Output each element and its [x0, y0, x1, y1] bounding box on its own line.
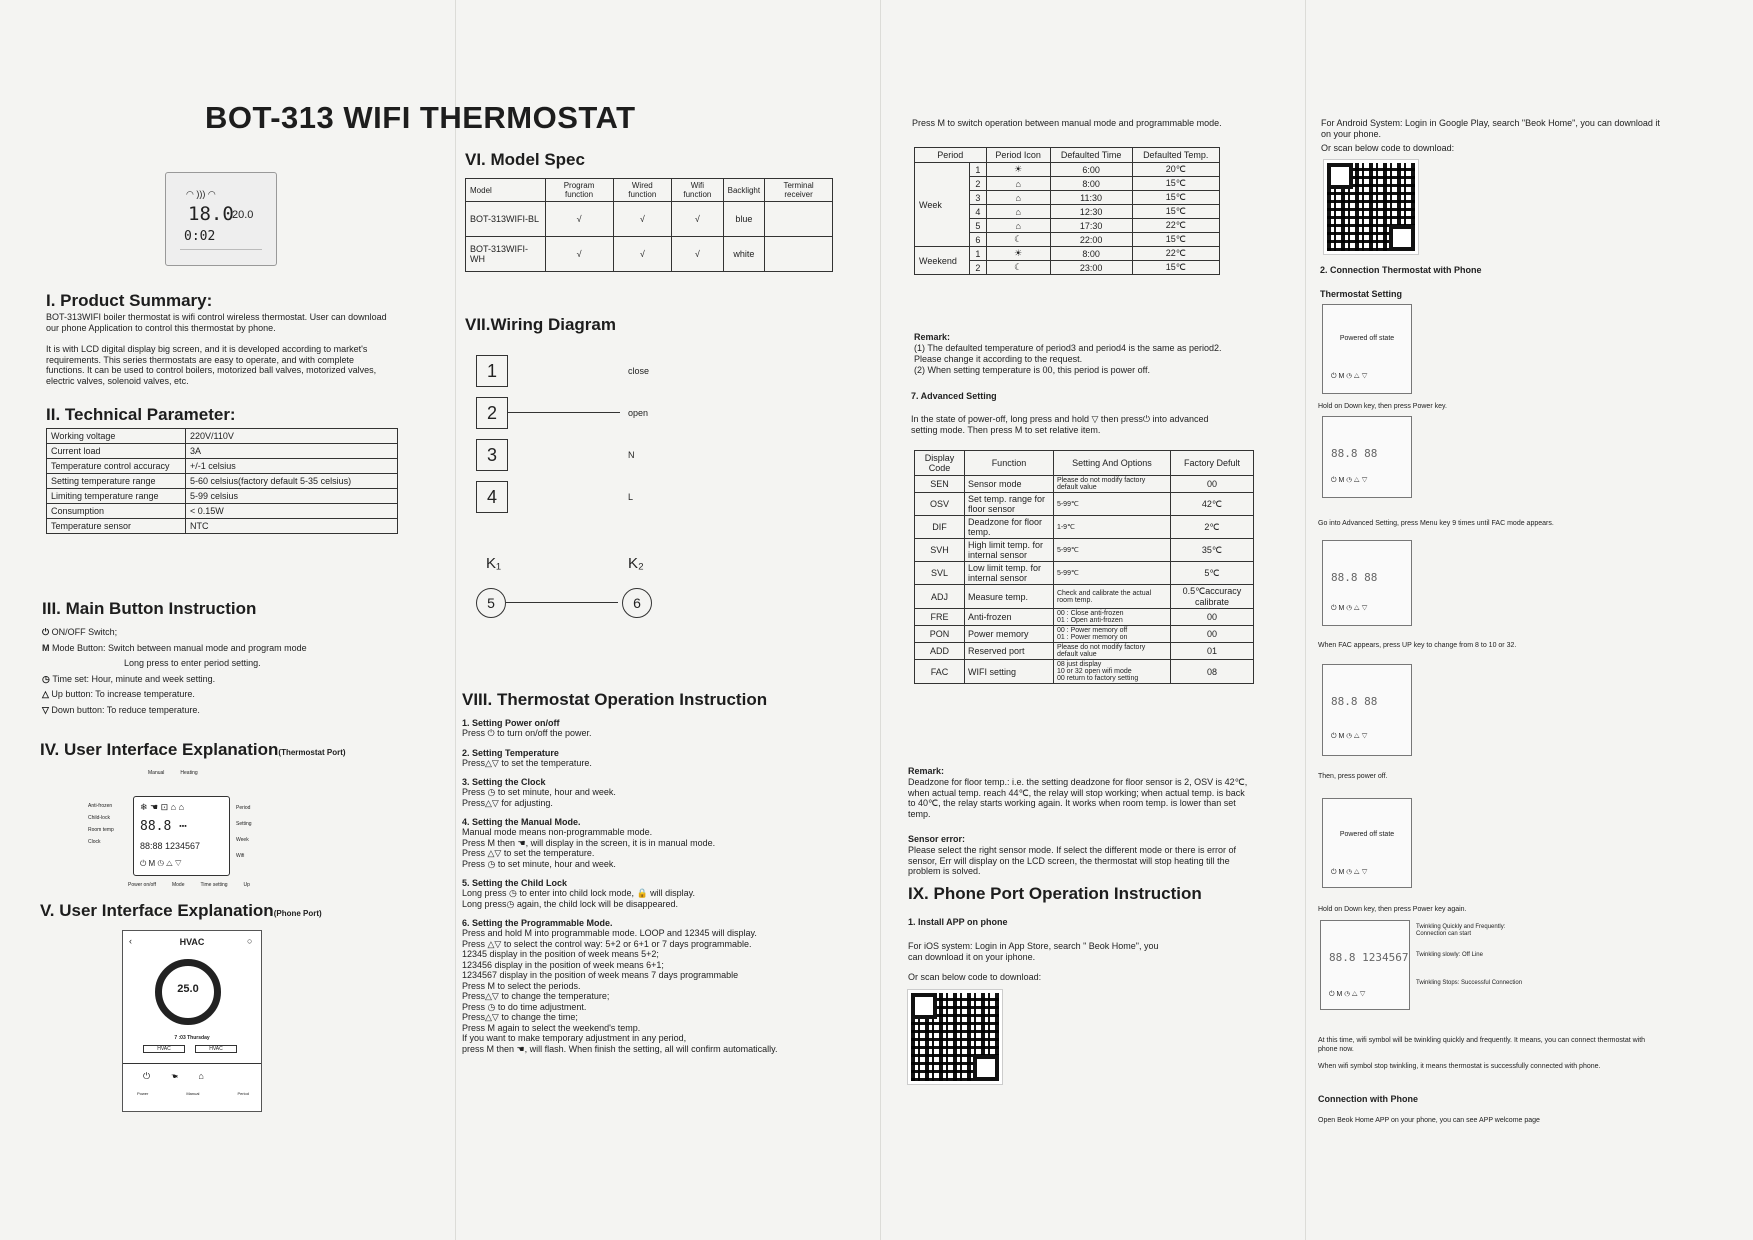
- adv-header: Setting And Options: [1053, 451, 1170, 476]
- operation-step-text: Press ⏻ to turn on/off the power.: [462, 728, 592, 738]
- period-time: 11:30: [1050, 191, 1132, 205]
- diagram-label: Child-lock: [88, 815, 110, 821]
- adv-cell: 5-99℃: [1053, 539, 1170, 562]
- period-header: Defaulted Temp.: [1132, 148, 1220, 163]
- period-number: 4: [970, 205, 986, 219]
- tech-cell: Current load: [47, 444, 186, 459]
- tech-param-heading: II. Technical Parameter:: [46, 405, 236, 424]
- remark-1: (1) The defaulted temperature of period3 and period4 is the same as period2. Please change it according to the request.: [914, 343, 1222, 364]
- adv-cell: Deadzone for floor temp.: [964, 516, 1053, 539]
- period-time: 23:00: [1050, 261, 1132, 275]
- adv-row: [915, 585, 1254, 609]
- app-button-label: Power: [137, 1091, 149, 1096]
- period-row: [915, 163, 1220, 177]
- adv-cell: Please do not modify factory default value: [1053, 476, 1170, 493]
- powered-off-label-2: Powered off state: [1339, 831, 1395, 838]
- spec-cell: √: [613, 202, 672, 237]
- spec-header: Model: [466, 179, 546, 202]
- thermostat-temp-segments: 88.8 ⋯: [140, 819, 187, 834]
- connection-phone-title: Connection with Phone: [1318, 1094, 1418, 1104]
- button-instruction: [42, 689, 402, 700]
- period-header: Period: [915, 148, 987, 163]
- operation-step-text: Press ◷ to set minute, hour and week. Press△▽ for adjusting.: [462, 787, 616, 808]
- period-temp: 15℃: [1132, 205, 1220, 219]
- connection-phone-text: Open Beok Home APP on your phone, you can see APP welcome page: [1318, 1117, 1540, 1124]
- wiring-diagram: [476, 355, 716, 625]
- model-spec-heading: VI. Model Spec: [465, 150, 585, 169]
- k1-label: K₁: [486, 555, 502, 572]
- adv-header: Display Code: [915, 451, 965, 476]
- manual-intro: Press M to switch operation between manual mode and programmable mode.: [912, 118, 1222, 128]
- diagram-label: Setting: [236, 821, 252, 827]
- operation-step-title: 4. Setting the Manual Mode.: [462, 817, 581, 827]
- remark2-title: Remark:: [908, 766, 945, 776]
- spec-cell: √: [672, 202, 724, 237]
- adv-cell: 00: [1170, 609, 1253, 626]
- adv-cell: SVH: [915, 539, 965, 562]
- adv-cell: 5-99℃: [1053, 562, 1170, 585]
- spec-cell: √: [545, 202, 613, 237]
- step2-text: Go into Advanced Setting, press Menu key 9 times until FAC mode appears.: [1318, 520, 1554, 527]
- thermostat-setting-title: Thermostat Setting: [1320, 289, 1403, 299]
- qr-code-android: [1324, 160, 1418, 254]
- operation-step-text: Manual mode means non-programmable mode. Press M then ☚, will display in the screen, it is in manual mode. Press △▽ to set the temperature. Press ◷ to set minute, hour and week.: [462, 827, 716, 869]
- operation-step-title: 1. Setting Power on/off: [462, 718, 560, 728]
- tech-row: [47, 504, 398, 519]
- heating-icon: ❄ ☚ ⊡ ⌂ ⌂: [140, 802, 185, 812]
- spec-row: [466, 202, 833, 237]
- period-time: 17:30: [1050, 219, 1132, 233]
- app-date: 7 :03 Thursday: [174, 1035, 210, 1041]
- app-mode2: HVAC: [195, 1045, 237, 1053]
- adv-cell: SVL: [915, 562, 965, 585]
- step-image-5: [1322, 798, 1412, 888]
- adv-row: [915, 643, 1254, 660]
- button-instruction-text: Down button: To reduce temperature.: [51, 704, 200, 715]
- adv-cell: FAC: [915, 660, 965, 684]
- step3-lcd: 88.8 88: [1331, 571, 1378, 584]
- scan-text-ios: Or scan below code to download:: [908, 972, 1042, 982]
- remark-title: Remark:: [914, 332, 951, 342]
- column-4: [1318, 0, 1663, 1124]
- tech-row: [47, 519, 398, 534]
- sensor-error-text: Please select the right sensor mode. If select the different mode or there is error of sensor, Err will display on the LCD screen, the thermostat will stop heating till the problem is solved.: [908, 845, 1236, 876]
- period-temp: 15℃: [1132, 191, 1220, 205]
- spec-cell: white: [723, 237, 764, 272]
- advanced-table: [914, 450, 1254, 684]
- thermostat-week-digits: 88:88 1234567: [140, 841, 201, 851]
- period-temp: 22℃: [1132, 219, 1220, 233]
- spec-row: [466, 237, 833, 272]
- operation-step-title: 6. Setting the Programmable Mode.: [462, 918, 613, 928]
- period-time: 6:00: [1050, 163, 1132, 177]
- adv-cell: 00 : Power memory off 01 : Power memory on: [1053, 626, 1170, 643]
- period-temp: 15℃: [1132, 261, 1220, 275]
- lcd-set-temp: 20.0: [232, 209, 254, 221]
- terminal-2: 2: [476, 397, 508, 429]
- labels-left: [88, 800, 114, 848]
- period-number: 5: [970, 219, 986, 233]
- step4-text: Then, press power off.: [1318, 773, 1388, 780]
- diagram-label: Mode: [171, 882, 185, 888]
- period-number: 1: [970, 247, 986, 261]
- ios-text: For iOS system: Login in App Store, search " Beok Home", you can download it on your iphone.: [908, 941, 1159, 962]
- app-title: HVAC: [179, 937, 205, 947]
- diagram-label: Period: [236, 805, 251, 811]
- adv-cell: High limit temp. for internal sensor: [964, 539, 1053, 562]
- button-instruction: [42, 705, 402, 716]
- period-number: 6: [970, 233, 986, 247]
- button-icon: △: [42, 689, 52, 699]
- step-image-1: [1322, 304, 1412, 394]
- tech-cell: < 0.15W: [186, 504, 398, 519]
- adv-cell: ADD: [915, 643, 965, 660]
- adv-cell: 01: [1170, 643, 1253, 660]
- spec-cell: √: [545, 237, 613, 272]
- phone-app-screenshot: [122, 930, 262, 1112]
- period-icon: ☀: [986, 247, 1050, 261]
- adv-cell: SEN: [915, 476, 965, 493]
- device-image: [165, 172, 277, 266]
- adv-cell: Power memory: [964, 626, 1053, 643]
- step1-text: Hold on Down key, then press Power key.: [1318, 403, 1447, 410]
- button-icon: ⏻: [42, 627, 52, 637]
- step-image-6: [1320, 920, 1410, 1010]
- tech-cell: Consumption: [47, 504, 186, 519]
- adv-row: [915, 516, 1254, 539]
- lcd-time: 0:02: [184, 229, 216, 244]
- period-icon: ⌂: [986, 177, 1050, 191]
- period-icon: ☾: [986, 261, 1050, 275]
- terminal-label-3: N: [628, 450, 635, 460]
- terminal-label-1: close: [628, 366, 650, 376]
- period-number: 3: [970, 191, 986, 205]
- period-header: Defaulted Time: [1050, 148, 1132, 163]
- week-label: Week: [915, 163, 970, 247]
- app-button-label: Period: [237, 1091, 249, 1096]
- button-instruction-text: Up button: To increase temperature.: [51, 689, 195, 699]
- install-app-title: 1. Install APP on phone: [908, 917, 1008, 927]
- back-icon: ‹: [129, 936, 132, 946]
- diagram-label: Heating: [180, 770, 198, 776]
- adv-cell: WIFI setting: [964, 660, 1053, 684]
- spec-header: Backlight: [723, 179, 764, 202]
- button-instruction: [42, 674, 402, 685]
- terminal-label-2: open: [628, 408, 649, 418]
- tech-cell: Setting temperature range: [47, 474, 186, 489]
- spec-cell: √: [672, 237, 724, 272]
- remark-2: (2) When setting temperature is 00, this period is power off.: [914, 365, 1150, 375]
- step-image-2: [1322, 416, 1412, 498]
- k2-label: K₂: [628, 555, 644, 572]
- adv-cell: ADJ: [915, 585, 965, 609]
- step2-lcd: 88.8 88: [1331, 447, 1378, 460]
- button-instruction: [42, 627, 402, 638]
- terminal-3: 3: [476, 439, 508, 471]
- advanced-heading: 7. Advanced Setting: [911, 391, 997, 401]
- adv-cell: Please do not modify factory default value: [1053, 643, 1170, 660]
- terminal-1: 1: [476, 355, 508, 387]
- operation-step-title: 2. Setting Temperature: [462, 747, 559, 758]
- adv-cell: Anti-frozen: [964, 609, 1053, 626]
- weekend-label: Weekend: [915, 247, 970, 275]
- spec-cell: BOT-313WIFI-BL: [466, 202, 546, 237]
- blink-note-1: Twinkling Quickly and Frequently: Connection can start: [1416, 924, 1506, 937]
- adv-cell: 35℃: [1170, 539, 1253, 562]
- button-instruction-text: Long press to enter period setting.: [124, 658, 261, 668]
- spec-cell: blue: [723, 202, 764, 237]
- open-wire: [508, 412, 620, 413]
- adv-cell: OSV: [915, 493, 965, 516]
- period-time: 22:00: [1050, 233, 1132, 247]
- adv-cell: 5℃: [1170, 562, 1253, 585]
- step2-buttons: ⏻ M ◷ △ ▽: [1331, 477, 1368, 484]
- app-button-label: Manual: [186, 1091, 200, 1096]
- product-summary-text1: BOT-313WIFI boiler thermostat is wifi control wireless thermostat. User can download our phone Application to control this thermostat by phone.: [46, 312, 387, 333]
- period-temp: 15℃: [1132, 233, 1220, 247]
- button-instruction: [42, 658, 402, 669]
- adv-row: [915, 660, 1254, 684]
- adv-cell: 00 : Close anti-frozen 01 : Open anti-frozen: [1053, 609, 1170, 626]
- tech-row: [47, 474, 398, 489]
- operation-steps: [462, 718, 830, 1054]
- adv-cell: FRE: [915, 609, 965, 626]
- adv-cell: 08: [1170, 660, 1253, 684]
- spec-cell: √: [613, 237, 672, 272]
- period-time: 8:00: [1050, 177, 1132, 191]
- operation-step-text: Press△▽ to set the temperature.: [462, 757, 592, 768]
- adv-cell: Low limit temp. for internal sensor: [964, 562, 1053, 585]
- button-instruction-text: Mode Button: Switch between manual mode and program mode: [52, 642, 307, 653]
- ui-thermostat-heading: IV. User Interface Explanation(Thermostat Port): [40, 740, 346, 759]
- diagram-label: Up: [243, 882, 250, 888]
- main-button-list: [42, 627, 402, 720]
- adv-cell: Sensor mode: [964, 476, 1053, 493]
- step5-text: Hold on Down key, then press Power key again.: [1318, 906, 1467, 913]
- product-summary-heading: I. Product Summary:: [46, 291, 213, 310]
- period-temp: 20℃: [1132, 163, 1220, 177]
- period-temp: 22℃: [1132, 247, 1220, 261]
- step6-lcd: 88.8 1234567: [1329, 951, 1409, 964]
- adv-header: Factory Defult: [1170, 451, 1253, 476]
- spec-cell: BOT-313WIFI-WH: [466, 237, 546, 272]
- tech-row: [47, 444, 398, 459]
- diagram-label: Manual: [148, 770, 165, 776]
- button-instruction-text: Time set: Hour, minute and week setting.: [52, 673, 216, 684]
- period-number: 2: [970, 177, 986, 191]
- diagram-label: Room temp: [88, 827, 114, 833]
- adv-cell: Reserved port: [964, 643, 1053, 660]
- period-icon: ⌂: [986, 191, 1050, 205]
- wiring-heading: VII.Wiring Diagram: [465, 315, 616, 334]
- adv-cell: 5-99℃: [1053, 493, 1170, 516]
- spec-header: Program function: [545, 179, 613, 202]
- tech-cell: 3A: [186, 444, 398, 459]
- tech-cell: Temperature control accuracy: [47, 459, 186, 474]
- wifi-note-2: When wifi symbol stop twinkling, it means thermostat is successfully connected with phone.: [1318, 1063, 1601, 1070]
- app-button-labels: [137, 1091, 249, 1096]
- advanced-text: In the state of power-off, long press and hold ▽ then press⏻ into advanced setting mode. Then press M to set relative item.: [911, 414, 1209, 435]
- product-summary-text2: It is with LCD digital display big screen, and it is developed according to market's requirements. This series thermostats are easy to operate, and with complete functions. It can be used to control boilers, motorized ball valves, motorized valves, electric valves, solenoid valves, etc.: [46, 344, 377, 386]
- tech-param-table: [46, 428, 398, 534]
- labels-top: [148, 770, 214, 776]
- tech-cell: 220V/110V: [186, 429, 398, 444]
- adv-cell: Set temp. range for floor sensor: [964, 493, 1053, 516]
- adv-cell: 42℃: [1170, 493, 1253, 516]
- spec-header: Wifi function: [672, 179, 724, 202]
- step-image-4: [1322, 664, 1412, 756]
- tech-cell: 5-60 celsius(factory default 5-35 celsius): [186, 474, 398, 489]
- adv-cell: PON: [915, 626, 965, 643]
- period-row: [915, 247, 1220, 261]
- model-spec-table: [465, 178, 833, 272]
- diagram-label: Week: [236, 837, 249, 843]
- sensor-error-title: Sensor error:: [908, 834, 966, 844]
- phone-port-heading: IX. Phone Port Operation Instruction: [908, 884, 1202, 903]
- period-table: [914, 147, 1220, 275]
- period-number: 2: [970, 261, 986, 275]
- remark2-text: Deadzone for floor temp.: i.e. the setting deadzone for floor sensor is 2, OSV is 42℃, when actual temp. reach 44℃, the relay will stop working; when actual temp. is back to 40℃, the relay starts working again. It works when room temp. is lower than set temp.: [908, 777, 1248, 819]
- step1-buttons: ⏻ M ◷ △ ▽: [1331, 373, 1368, 380]
- period-icon: ☾: [986, 233, 1050, 247]
- column-3: [908, 0, 1258, 982]
- labels-right: [236, 800, 252, 864]
- terminal-label-4: L: [628, 492, 634, 502]
- switch-line: [506, 602, 618, 603]
- diagram-label: Anti-frozen: [88, 803, 113, 809]
- period-number: 1: [970, 163, 986, 177]
- thermostat-ui-diagram: [88, 770, 278, 895]
- spec-cell: [765, 202, 833, 237]
- period-time: 8:00: [1050, 247, 1132, 261]
- step4-lcd: 88.8 88: [1331, 695, 1378, 708]
- adv-cell: Measure temp.: [964, 585, 1053, 609]
- tech-cell: Limiting temperature range: [47, 489, 186, 504]
- period-icon: ⌂: [986, 205, 1050, 219]
- connection-heading: 2. Connection Thermostat with Phone: [1320, 265, 1482, 275]
- operation-step-text: Long press ◷ to enter into child lock mode, 🔒 will display. Long press◷ again, the child lock will be disappeared.: [462, 888, 695, 909]
- period-temp: 15℃: [1132, 177, 1220, 191]
- spec-header: Wired function: [613, 179, 672, 202]
- button-instruction-text: ON/OFF Switch;: [51, 627, 118, 637]
- button-icon: ▽: [42, 704, 52, 715]
- device-buttons: [180, 249, 262, 258]
- period-header: Period Icon: [986, 148, 1050, 163]
- thermostat-buttons-row: ⏻ M ◷ △ ▽: [140, 859, 182, 868]
- adv-row: [915, 562, 1254, 585]
- spec-cell: [765, 237, 833, 272]
- diagram-label: Wifi: [236, 853, 245, 859]
- step3-buttons: ⏻ M ◷ △ ▽: [1331, 605, 1368, 612]
- main-button-heading: III. Main Button Instruction: [42, 599, 257, 618]
- app-temp: 25.0: [177, 983, 199, 995]
- button-icon: M: [42, 642, 52, 653]
- android-text: For Android System: Login in Google Play, search "Beok Home", you can download it on your phone.: [1321, 118, 1660, 139]
- adv-cell: 0.5℃accuracy calibrate: [1170, 585, 1253, 609]
- operation-step-text: Press and hold M into programmable mode. LOOP and 12345 will display. Press △▽ to select the control way: 5+2 or 6+1 or 7 days programmable. 12345 display in the position of week means 5+2; 123456 display in the position of week means 6+1; 1234567 display in the position of week means 7 days programmable Press M to select the periods. Press△▽ to change the temperature; Press ◷ to do time adjustment. Press△▽ to change the time; Press M again to select the weekend's temp. If you want to make temporary adjustment in any period, press M then ☚, will flash. When finish the setting, all will confirm automatically.: [462, 928, 778, 1054]
- tech-cell: Working voltage: [47, 429, 186, 444]
- powered-off-label: Powered off state: [1339, 335, 1395, 342]
- period-icon: ☀: [986, 163, 1050, 177]
- terminal-4: 4: [476, 481, 508, 513]
- terminal-6: 6: [622, 588, 652, 618]
- diagram-label: Clock: [88, 839, 101, 845]
- qr-code-ios: [908, 990, 1002, 1084]
- wifi-note-1: At this time, wifi symbol will be twinkling quickly and frequently. It means, you can connect thermostat with phone now.: [1318, 1037, 1646, 1053]
- step4-buttons: ⏻ M ◷ △ ▽: [1331, 733, 1368, 740]
- adv-row: [915, 626, 1254, 643]
- period-icon: ⌂: [986, 219, 1050, 233]
- page-title: BOT-313 WIFI THERMOSTAT: [205, 100, 636, 135]
- adv-cell: 00: [1170, 626, 1253, 643]
- adv-row: [915, 539, 1254, 562]
- adv-row: [915, 476, 1254, 493]
- operation-step-title: 5. Setting the Child Lock: [462, 878, 568, 888]
- button-icon: ◷: [42, 673, 53, 684]
- tech-cell: Temperature sensor: [47, 519, 186, 534]
- labels-bottom: [128, 882, 266, 888]
- spec-header: Terminal receiver: [765, 179, 833, 202]
- period-time: 12:30: [1050, 205, 1132, 219]
- button-instruction: [42, 643, 402, 654]
- app-mode1: HVAC: [143, 1045, 185, 1053]
- ui-phone-heading: V. User Interface Explanation(Phone Port): [40, 901, 322, 920]
- blink-note-2: Twinkling slowly: Off Line: [1416, 952, 1483, 958]
- adv-header: Function: [964, 451, 1053, 476]
- adv-cell: 08 just display 10 or 32 open wifi mode 00 return to factory setting: [1053, 660, 1170, 684]
- tech-row: [47, 459, 398, 474]
- adv-cell: DIF: [915, 516, 965, 539]
- adv-cell: 1-9℃: [1053, 516, 1170, 539]
- adv-row: [915, 609, 1254, 626]
- adv-cell: 00: [1170, 476, 1253, 493]
- diagram-label: Power on/off: [128, 882, 156, 888]
- step3-text: When FAC appears, press UP key to change from 8 to 10 or 32.: [1318, 642, 1517, 649]
- scan-text-android: Or scan below code to download:: [1321, 143, 1455, 153]
- tech-cell: 5-99 celsius: [186, 489, 398, 504]
- blink-note-3: Twinkling Stops: Successful Connection: [1416, 980, 1523, 986]
- adv-row: [915, 493, 1254, 516]
- tech-row: [47, 489, 398, 504]
- tech-row: [47, 429, 398, 444]
- operation-heading: VIII. Thermostat Operation Instruction: [462, 690, 768, 709]
- operation-step-title: 3. Setting the Clock: [462, 777, 546, 787]
- app-button-icons: ⏻ ☚ ⌂: [143, 1071, 204, 1081]
- settings-icon: ○: [247, 936, 253, 946]
- diagram-label: Time setting: [200, 882, 228, 888]
- lcd-temp: 18.0: [188, 203, 234, 225]
- step6-buttons: ⏻ M ◷ △ ▽: [1329, 991, 1366, 998]
- adv-cell: Check and calibrate the actual room temp.: [1053, 585, 1170, 609]
- adv-cell: 2℃: [1170, 516, 1253, 539]
- terminal-5: 5: [476, 588, 506, 618]
- thermostat-lcd: [133, 796, 230, 876]
- tech-cell: NTC: [186, 519, 398, 534]
- wifi-icon: ◠ ))) ◠: [186, 189, 216, 199]
- step5-buttons: ⏻ M ◷ △ ▽: [1331, 869, 1368, 876]
- tech-cell: +/-1 celsius: [186, 459, 398, 474]
- step-image-3: [1322, 540, 1412, 626]
